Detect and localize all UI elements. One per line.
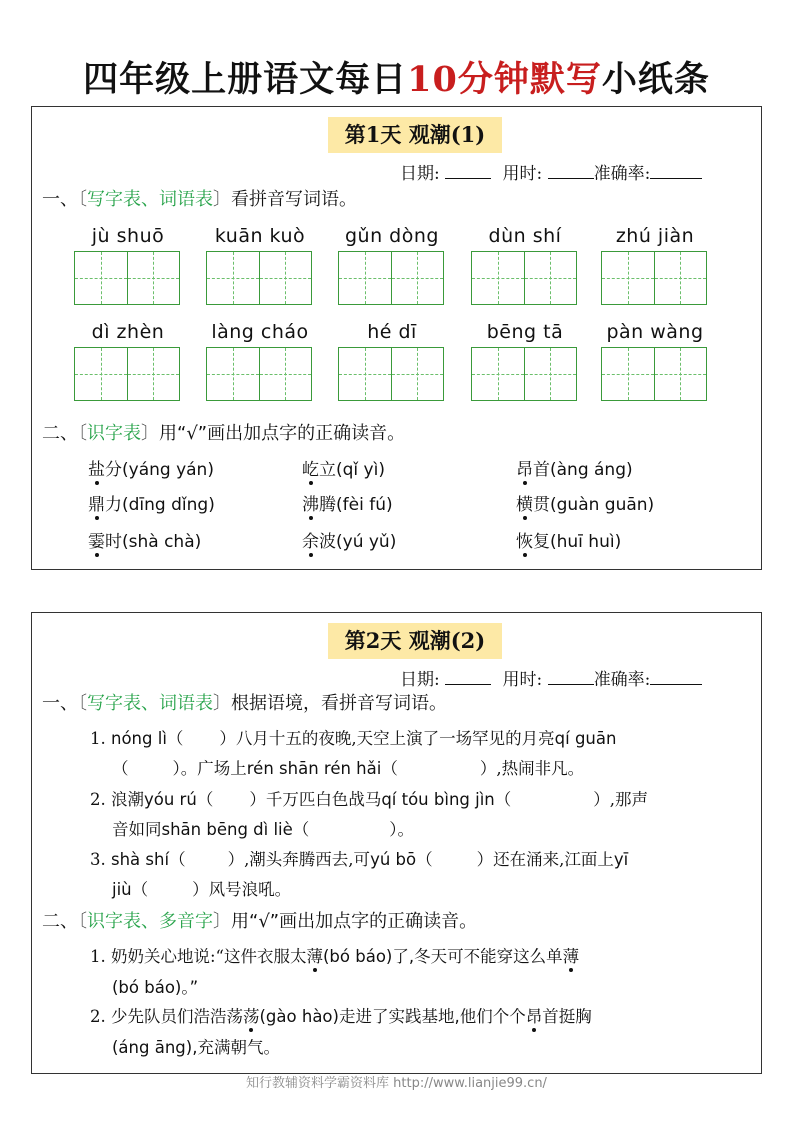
writing-grid[interactable] — [471, 251, 577, 305]
bracket-open: 〔 — [78, 693, 87, 714]
reading-options[interactable]: (bó báo)了,冬天可不能穿这么单 — [322, 947, 563, 966]
pinyin-prompt: nóng lì — [111, 729, 167, 748]
bracket-close: 〕 — [213, 693, 231, 714]
day1-section2-heading — [42, 419, 405, 445]
section-tags: 识字表、多音字 — [87, 911, 213, 932]
dotted-char: 横 — [516, 490, 533, 515]
section-number: 二、 — [42, 911, 78, 932]
day1-title: 第1天 观潮(1) — [328, 117, 502, 153]
option-text: 复(huī huì) — [533, 532, 622, 552]
reading-option[interactable] — [302, 455, 385, 480]
section-instruction: 用“√”画出加点字的正确读音。 — [159, 423, 406, 444]
writing-grid[interactable] — [601, 251, 707, 305]
fill-line-1: 1. nóng lì（ ）八月十五的夜晚,天空上演了一场罕见的月亮qí guān — [90, 729, 617, 748]
writing-grid[interactable] — [74, 347, 180, 401]
option-text: 立(qǐ yì) — [319, 460, 385, 480]
pinyin-prompt: yú bō — [370, 850, 417, 869]
accuracy-label: 准确率: — [593, 670, 651, 690]
option-text: 力(dīng dǐng) — [105, 495, 215, 515]
section-tags: 写字表、词语表 — [87, 693, 213, 714]
day2-title: 第2天 观潮(2) — [328, 623, 502, 659]
word-box — [601, 321, 709, 401]
option-text: 首(àng áng) — [533, 460, 633, 480]
page-title — [0, 52, 793, 102]
reading-option[interactable] — [302, 490, 393, 515]
option-text: 分(yáng yán) — [105, 460, 214, 480]
writing-grid[interactable] — [338, 251, 444, 305]
reading-option[interactable] — [88, 490, 215, 515]
time-label: 用时: — [502, 164, 543, 184]
writing-grid[interactable] — [601, 347, 707, 401]
fill-line-2: （ ）。广场上rén shān rén hǎi（ ）,热闹非凡。 — [112, 759, 585, 778]
dotted-char: 霎 — [88, 527, 105, 552]
dotted-char: 余 — [302, 527, 319, 552]
fill-line-6: jiù（ ）风号浪吼。 — [112, 880, 292, 899]
word-box — [601, 225, 709, 305]
day2-meta — [400, 665, 702, 690]
bracket-close: 〕 — [213, 189, 231, 210]
option-text: 波(yú yǔ) — [319, 532, 397, 552]
dotted-char: 鼎 — [88, 490, 105, 515]
dotted-char: 盐 — [88, 455, 105, 480]
reading-options[interactable]: (áng āng),充满朝气。 — [112, 1038, 280, 1057]
pinyin-prompt: yóu rú — [144, 790, 197, 809]
word-box — [74, 225, 182, 305]
section-tags: 写字表、词语表 — [87, 189, 213, 210]
date-blank[interactable] — [445, 669, 491, 685]
pinyin: pàn wàng — [606, 321, 704, 343]
bracket-open: 〔 — [78, 189, 87, 210]
writing-grid[interactable] — [206, 251, 312, 305]
pinyin-prompt: shà shí — [111, 850, 170, 869]
option-text: 时(shà chà) — [105, 532, 202, 552]
day2-section2-heading — [42, 907, 477, 933]
bracket-open: 〔 — [78, 911, 87, 932]
reading-option[interactable] — [302, 527, 396, 552]
section-instruction: 看拼音写词语。 — [231, 189, 357, 210]
day1-meta — [400, 159, 702, 184]
day2-section1-heading — [42, 689, 447, 715]
section-number: 一、 — [42, 693, 78, 714]
option-text: 贯(guàn guān) — [533, 495, 655, 515]
date-label: 日期: — [400, 164, 440, 184]
reading-options[interactable]: (bó báo)。” — [112, 978, 199, 997]
reading-option[interactable] — [88, 527, 201, 552]
pinyin-prompt: jiù — [112, 880, 132, 899]
writing-grid[interactable] — [471, 347, 577, 401]
dotted-char: 薄 — [563, 943, 580, 967]
word-box — [206, 321, 314, 401]
section-number: 二、 — [42, 423, 78, 444]
date-blank[interactable] — [445, 163, 491, 179]
pinyin: hé dī — [367, 321, 417, 343]
word-box — [206, 225, 314, 305]
dotted-char: 恢 — [516, 527, 533, 552]
reading-option[interactable] — [88, 455, 214, 480]
accuracy-blank[interactable] — [650, 163, 702, 179]
pinyin: bēng tā — [486, 321, 564, 343]
time-blank[interactable] — [548, 163, 594, 179]
bracket-close: 〕 — [141, 423, 159, 444]
question-line-4 — [112, 1034, 280, 1058]
fill-line-4: 音如同shān bēng dì liè（ ）。 — [112, 820, 415, 839]
accuracy-label: 准确率: — [593, 164, 651, 184]
pinyin-prompt: yī — [613, 850, 629, 869]
section-tags: 识字表 — [87, 423, 141, 444]
dotted-char: 沸 — [302, 490, 319, 515]
question-line-2 — [112, 974, 198, 998]
reading-option[interactable] — [516, 490, 654, 515]
question-line-1: 1. 奶奶关心地说:“这件衣服太薄(bó báo)了,冬天可不能穿这么单薄 — [90, 943, 579, 967]
pinyin: làng cháo — [211, 321, 309, 343]
pinyin-prompt: rén shān rén hǎi — [246, 759, 382, 778]
dotted-char: 薄 — [306, 943, 323, 967]
word-box — [338, 321, 446, 401]
title-part1: 四年级上册语文每日 — [83, 59, 408, 100]
time-blank[interactable] — [548, 669, 594, 685]
option-text: 腾(fèi fú) — [319, 495, 393, 515]
day1-card — [31, 106, 762, 570]
day1-section1-heading — [42, 185, 357, 211]
pinyin-prompt: qí tóu bìng jìn — [381, 790, 495, 809]
section-instruction: 用“√”画出加点字的正确读音。 — [231, 911, 478, 932]
pinyin: zhú jiàn — [615, 225, 695, 247]
pinyin-prompt: qí guān — [554, 729, 617, 748]
section-number: 一、 — [42, 189, 78, 210]
pinyin: gǔn dòng — [345, 225, 439, 247]
dotted-char: 昂 — [526, 1003, 543, 1027]
title-part3: 小纸条 — [601, 59, 710, 100]
pinyin: kuān kuò — [214, 225, 306, 247]
pinyin-prompt: shān bēng dì liè — [161, 820, 293, 839]
dotted-char: 荡 — [243, 1003, 260, 1027]
writing-grid[interactable] — [206, 347, 312, 401]
word-box — [471, 225, 579, 305]
pinyin: jù shuō — [91, 225, 165, 247]
accuracy-blank[interactable] — [650, 669, 702, 685]
word-box — [471, 321, 579, 401]
writing-grid[interactable] — [338, 347, 444, 401]
section-instruction: 根据语境，看拼音写词语。 — [231, 693, 447, 714]
reading-option[interactable] — [516, 455, 633, 480]
reading-options[interactable]: (gào hào)走进了实践基地,他们个个 — [259, 1007, 526, 1026]
writing-grid[interactable] — [74, 251, 180, 305]
pinyin: dì zhèn — [91, 321, 165, 343]
bracket-close: 〕 — [213, 911, 231, 932]
fill-line-3: 2. 浪潮yóu rú（ ）千万匹白色战马qí tóu bìng jìn（ ）,那声 — [90, 790, 648, 809]
dotted-char: 昂 — [516, 455, 533, 480]
word-box — [74, 321, 182, 401]
dotted-char: 屹 — [302, 455, 319, 480]
reading-option[interactable] — [516, 527, 621, 552]
date-label: 日期: — [400, 670, 440, 690]
word-box — [338, 225, 446, 305]
question-line-3: 2. 少先队员们浩浩荡荡(gào hào)走进了实践基地,他们个个昂首挺胸 — [90, 1003, 592, 1027]
title-part2: 10分钟默写 — [407, 59, 602, 100]
pinyin: dùn shí — [488, 225, 562, 247]
footer-watermark: 知行教辅资料学霸资料库 http://www.lianjie99.cn/ — [246, 1076, 547, 1091]
bracket-open: 〔 — [78, 423, 87, 444]
time-label: 用时: — [502, 670, 543, 690]
day2-card — [31, 612, 762, 1074]
fill-line-5: 3. shà shí（ ）,潮头奔腾西去,可yú bō（ ）还在涌来,江面上yī — [90, 850, 629, 869]
